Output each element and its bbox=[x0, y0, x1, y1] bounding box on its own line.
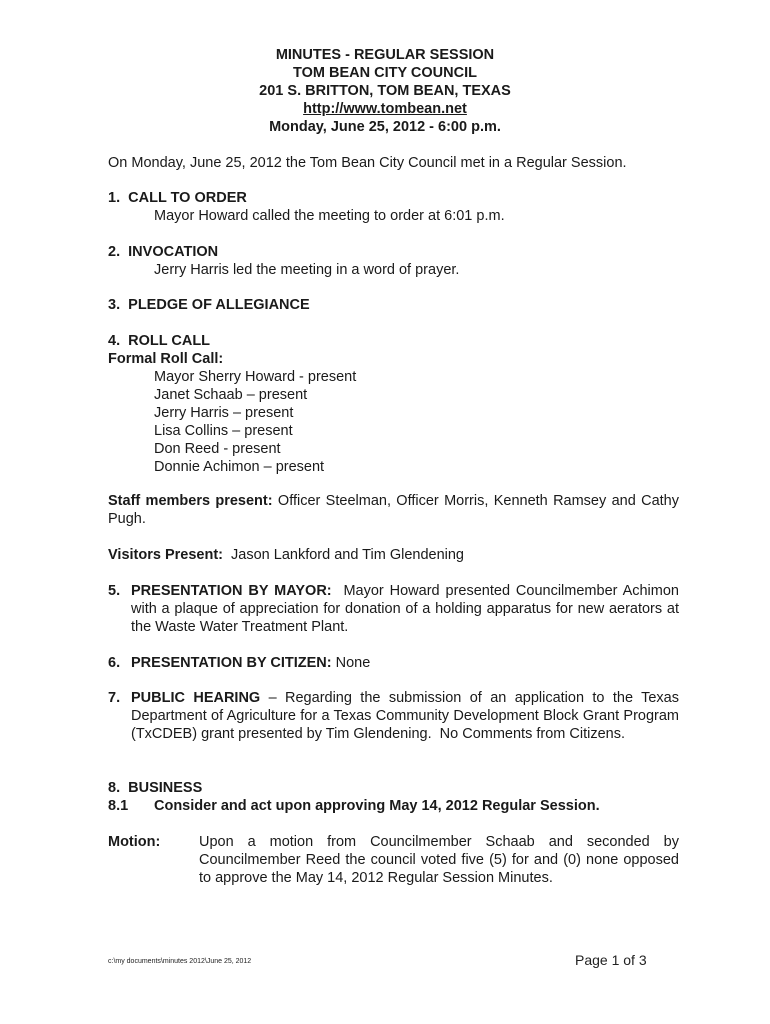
motion-label: Motion: bbox=[108, 834, 161, 850]
section-pledge-title: 3. PLEDGE OF ALLEGIANCE bbox=[108, 297, 310, 313]
formal-roll-call-label: Formal Roll Call: bbox=[108, 351, 224, 367]
roll-call-member: Janet Schaab – present bbox=[154, 387, 308, 403]
roll-call-member: Donnie Achimon – present bbox=[154, 459, 325, 475]
section-5-text: Mayor Howard presented Councilmember Achimon with a plaque of appreciation for donation of a holding apparatus for new aerators at the Waste Water Treatment Plant. bbox=[131, 583, 684, 635]
section-6-number: 6. bbox=[108, 655, 121, 671]
intro-paragraph: On Monday, June 25, 2012 the Tom Bean City Council met in a Regular Session. bbox=[108, 155, 627, 171]
section-presentation-mayor bbox=[131, 582, 684, 636]
staff-members-label: Staff members present: bbox=[108, 493, 273, 509]
roll-call-member: Lisa Collins – present bbox=[154, 423, 293, 439]
document-header bbox=[0, 46, 770, 136]
section-invocation-text: Jerry Harris led the meeting in a word of prayer. bbox=[154, 262, 460, 278]
visitors-paragraph bbox=[108, 546, 464, 564]
roll-call-member: Jerry Harris – present bbox=[154, 405, 294, 421]
footer-file-path: c:\my documents\minutes 2012\June 25, 2012 bbox=[108, 958, 252, 965]
section-6-text: None bbox=[331, 655, 371, 671]
visitors-label: Visitors Present: bbox=[108, 547, 223, 563]
header-title: MINUTES - REGULAR SESSION bbox=[275, 47, 495, 63]
section-7-text: – Regarding the submission of an application to the Texas Department of Agriculture for a Texas Community Development Block Grant Program (TxCDEB) grant presented by Tim Glendening. No Comments from Citizens. bbox=[131, 690, 684, 742]
header-date: Monday, June 25, 2012 - 6:00 p.m. bbox=[269, 119, 501, 135]
roll-call-list bbox=[154, 368, 356, 476]
header-address: 201 S. BRITTON, TOM BEAN, TEXAS bbox=[259, 83, 511, 99]
section-invocation-title: 2. INVOCATION bbox=[108, 244, 219, 260]
section-6-label: PRESENTATION BY CITIZEN: bbox=[131, 655, 332, 671]
section-7-number: 7. bbox=[108, 690, 121, 706]
section-public-hearing bbox=[131, 689, 684, 743]
motion-text: Upon a motion from Councilmember Schaab and seconded by Councilmember Reed the council voted five (5) for and (0) none opposed to approve the May 14, 2012 Regular Session Minutes. bbox=[199, 834, 679, 886]
roll-call-member: Mayor Sherry Howard - present bbox=[154, 369, 357, 385]
section-8-1-title: Consider and act upon approving May 14, 2012 Regular Session. bbox=[154, 798, 600, 814]
staff-members-text: Officer Steelman, Officer Morris, Kenneth Ramsey and Cathy Pugh. bbox=[108, 493, 679, 527]
section-8-1-number: 8.1 bbox=[108, 798, 129, 814]
section-7-label: PUBLIC HEARING bbox=[131, 690, 261, 706]
header-council: TOM BEAN CITY COUNCIL bbox=[293, 65, 477, 81]
visitors-text: Jason Lankford and Tim Glendening bbox=[222, 547, 464, 563]
footer-page-number: Page 1 of 3 bbox=[575, 952, 647, 968]
roll-call-member: Don Reed - present bbox=[154, 441, 281, 457]
section-call-to-order-title: 1. CALL TO ORDER bbox=[108, 190, 247, 206]
section-5-label: PRESENTATION BY MAYOR: bbox=[131, 583, 332, 599]
section-presentation-citizen bbox=[131, 654, 679, 672]
section-call-to-order-text: Mayor Howard called the meeting to order at 6:01 p.m. bbox=[154, 208, 505, 224]
section-5-number: 5. bbox=[108, 583, 121, 599]
section-roll-call-title: 4. ROLL CALL bbox=[108, 333, 211, 349]
section-business-title: 8. BUSINESS bbox=[108, 780, 203, 796]
website-link[interactable]: http://www.tombean.net bbox=[303, 101, 467, 117]
staff-members-paragraph bbox=[108, 492, 679, 528]
